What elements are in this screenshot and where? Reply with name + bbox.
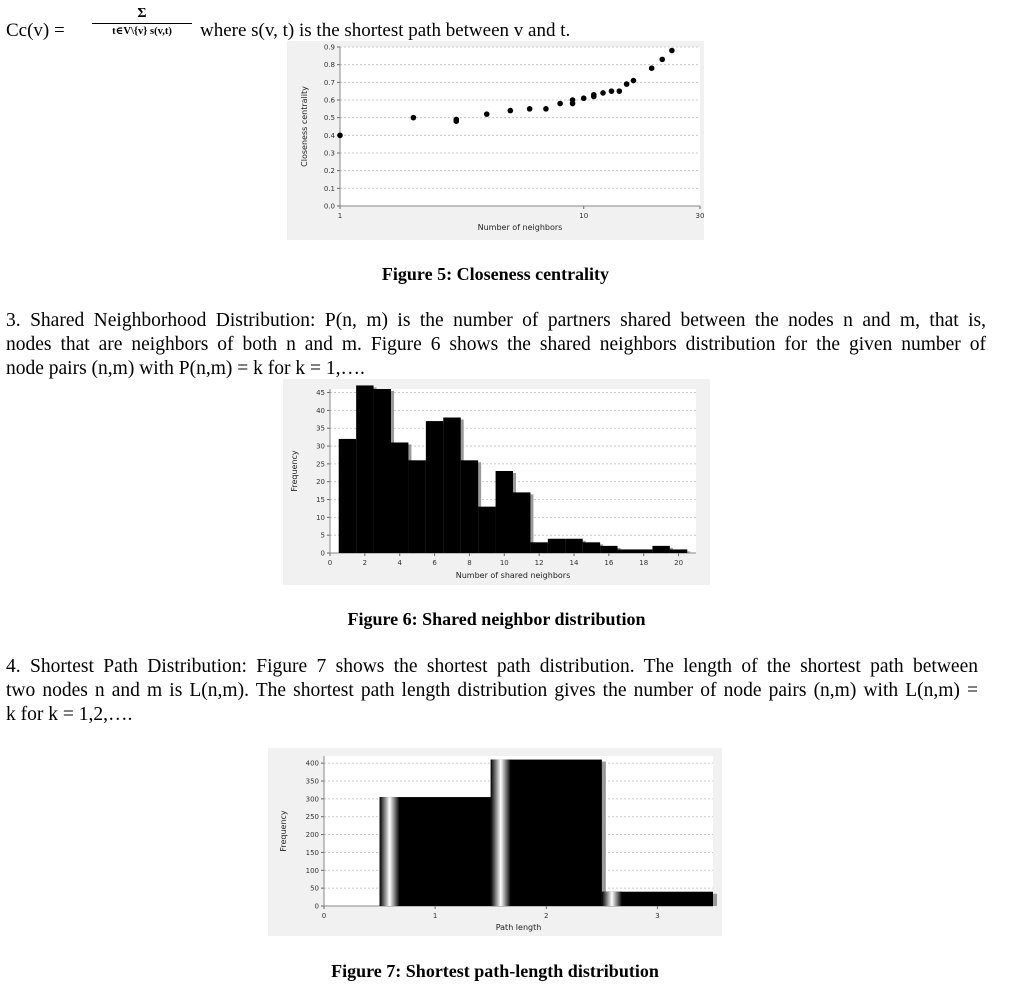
y-tick-label: 0.2: [323, 167, 335, 176]
bar: [374, 389, 391, 553]
bar: [478, 507, 495, 553]
bar: [548, 539, 565, 553]
bar-highlight: [380, 797, 400, 906]
x-tick-label: 14: [569, 559, 579, 567]
x-tick-label: 30: [695, 212, 704, 220]
x-tick-label: 18: [639, 559, 649, 567]
data-point: [609, 88, 615, 94]
y-tick-label: 0.7: [323, 78, 335, 87]
figure-5: [287, 41, 704, 240]
paragraph-line: nodes that are neighbors of both n and m. Figure 6 shows the shared neighbors distribution for the given number of: [6, 334, 986, 355]
data-point: [591, 92, 597, 98]
y-tick-label: 5: [320, 531, 325, 540]
paragraph-line: k for k = 1,2,….: [6, 704, 133, 725]
bar: [443, 418, 460, 553]
figure-5-caption: Figure 5: Closeness centrality: [381, 264, 610, 284]
data-point: [557, 101, 563, 107]
y-axis-label: Frequency: [279, 810, 288, 852]
y-tick-label: 150: [305, 848, 319, 857]
bar: [618, 549, 635, 553]
x-tick-label: 3: [655, 912, 660, 920]
y-axis-label: Frequency: [290, 450, 299, 492]
x-tick-label: 16: [604, 559, 614, 567]
bar: [496, 471, 513, 553]
shortest-path-bar-chart: [268, 748, 722, 936]
x-axis-label: Number of shared neighbors: [455, 571, 571, 580]
figure-6: [283, 379, 710, 585]
x-tick-label: 10: [499, 559, 509, 567]
formula-description: where s(v, t) is the shortest path between v and t.: [200, 20, 571, 41]
x-tick-label: 6: [432, 559, 437, 567]
bar-highlight: [602, 892, 622, 906]
y-tick-label: 45: [316, 389, 325, 398]
bar: [426, 421, 443, 553]
data-point: [581, 95, 587, 101]
bar: [583, 542, 600, 553]
paragraph-line: 3. Shared Neighborhood Distribution: P(n, m) is the number of partners shared between the nodes n and m, that is,: [6, 310, 986, 331]
y-tick-label: 0.6: [323, 96, 335, 105]
shared-neighbor-bar-chart: [283, 379, 710, 585]
x-tick-label: 12: [534, 559, 544, 567]
shortest-path-paragraph: [6, 655, 978, 727]
plot-area: [340, 47, 700, 206]
y-tick-label: 0.9: [323, 43, 335, 52]
y-tick-label: 15: [316, 496, 325, 505]
y-tick-label: 10: [316, 513, 325, 522]
bar-highlight: [491, 760, 511, 906]
y-tick-label: 30: [316, 442, 325, 451]
figure-6-caption: Figure 6: Shared neighbor distribution: [347, 609, 646, 629]
bar: [356, 385, 373, 553]
y-tick-label: 0.5: [323, 114, 335, 123]
formula-denominator: t∈V\{v} s(v,t): [112, 26, 172, 37]
bar: [565, 539, 582, 553]
x-tick-label: 20: [674, 559, 684, 567]
formula-numerator: Σ: [137, 6, 147, 21]
shared-neighborhood-paragraph: [6, 309, 986, 381]
bar: [408, 460, 425, 553]
closeness-scatter-chart: [287, 41, 704, 240]
y-tick-label: 25: [316, 460, 325, 469]
y-tick-label: 350: [305, 777, 319, 786]
data-point: [570, 97, 576, 103]
x-axis-label: Number of neighbors: [477, 223, 563, 232]
data-point: [631, 78, 637, 84]
data-point: [600, 90, 606, 96]
y-tick-label: 40: [316, 406, 325, 415]
y-tick-label: 0.0: [323, 202, 335, 211]
data-point: [508, 108, 514, 114]
data-point: [484, 111, 490, 117]
data-point: [411, 115, 417, 121]
bar: [391, 442, 408, 553]
bar: [513, 492, 530, 553]
bar: [530, 542, 547, 553]
figure-7: [268, 748, 722, 936]
y-axis-label: Closeness centrality: [300, 86, 309, 167]
data-point: [617, 88, 623, 94]
data-point: [669, 48, 675, 54]
bar: [461, 460, 478, 553]
bar: [652, 546, 669, 553]
data-point: [649, 65, 655, 71]
bar: [600, 546, 617, 553]
y-tick-label: 0: [314, 902, 319, 911]
figure-7-caption: Figure 7: Shortest path-length distribution: [331, 961, 659, 981]
y-tick-label: 35: [316, 424, 325, 433]
x-tick-label: 8: [467, 559, 472, 567]
x-tick-label: 10: [579, 212, 589, 220]
y-tick-label: 200: [305, 831, 319, 840]
y-tick-label: 0.4: [323, 131, 335, 140]
x-tick-label: 1: [432, 912, 438, 920]
x-tick-label: 0: [327, 559, 333, 567]
paragraph-line: 4. Shortest Path Distribution: Figure 7 shows the shortest path distribution. The length of the shortest path between: [6, 656, 978, 677]
y-tick-label: 100: [305, 866, 319, 875]
bar: [339, 439, 356, 553]
y-tick-label: 20: [316, 478, 325, 487]
data-point: [659, 57, 665, 63]
x-axis-label: Path length: [495, 923, 542, 932]
y-tick-label: 50: [310, 884, 319, 893]
formula-fraction: [92, 6, 192, 52]
formula-fraction-bar: [92, 23, 192, 24]
x-tick-label: 2: [544, 912, 549, 920]
y-tick-label: 400: [305, 759, 319, 768]
data-point: [624, 81, 630, 87]
x-tick-label: 2: [362, 559, 368, 567]
paragraph-line: node pairs (n,m) with P(n,m) = k for k = 1,….: [6, 358, 365, 379]
x-tick-label: 0: [321, 912, 327, 920]
y-tick-label: 0.3: [323, 149, 335, 158]
paragraph-line: two nodes n and m is L(n,m). The shortest path length distribution gives the number of node pairs (n,m) with L(n,m) =: [6, 680, 978, 701]
y-tick-label: 300: [305, 795, 319, 804]
x-tick-label: 4: [397, 559, 402, 567]
bar: [635, 549, 652, 553]
formula-lhs: Cc(v) =: [6, 20, 65, 41]
y-tick-label: 250: [305, 813, 319, 822]
data-point: [543, 106, 549, 112]
y-tick-label: 0.1: [323, 184, 335, 193]
data-point: [453, 118, 459, 124]
x-tick-label: 1: [337, 212, 343, 220]
bar: [670, 549, 687, 553]
data-point: [527, 106, 533, 112]
y-tick-label: 0.8: [323, 61, 335, 70]
y-tick-label: 0: [320, 549, 325, 558]
data-point: [337, 133, 343, 139]
